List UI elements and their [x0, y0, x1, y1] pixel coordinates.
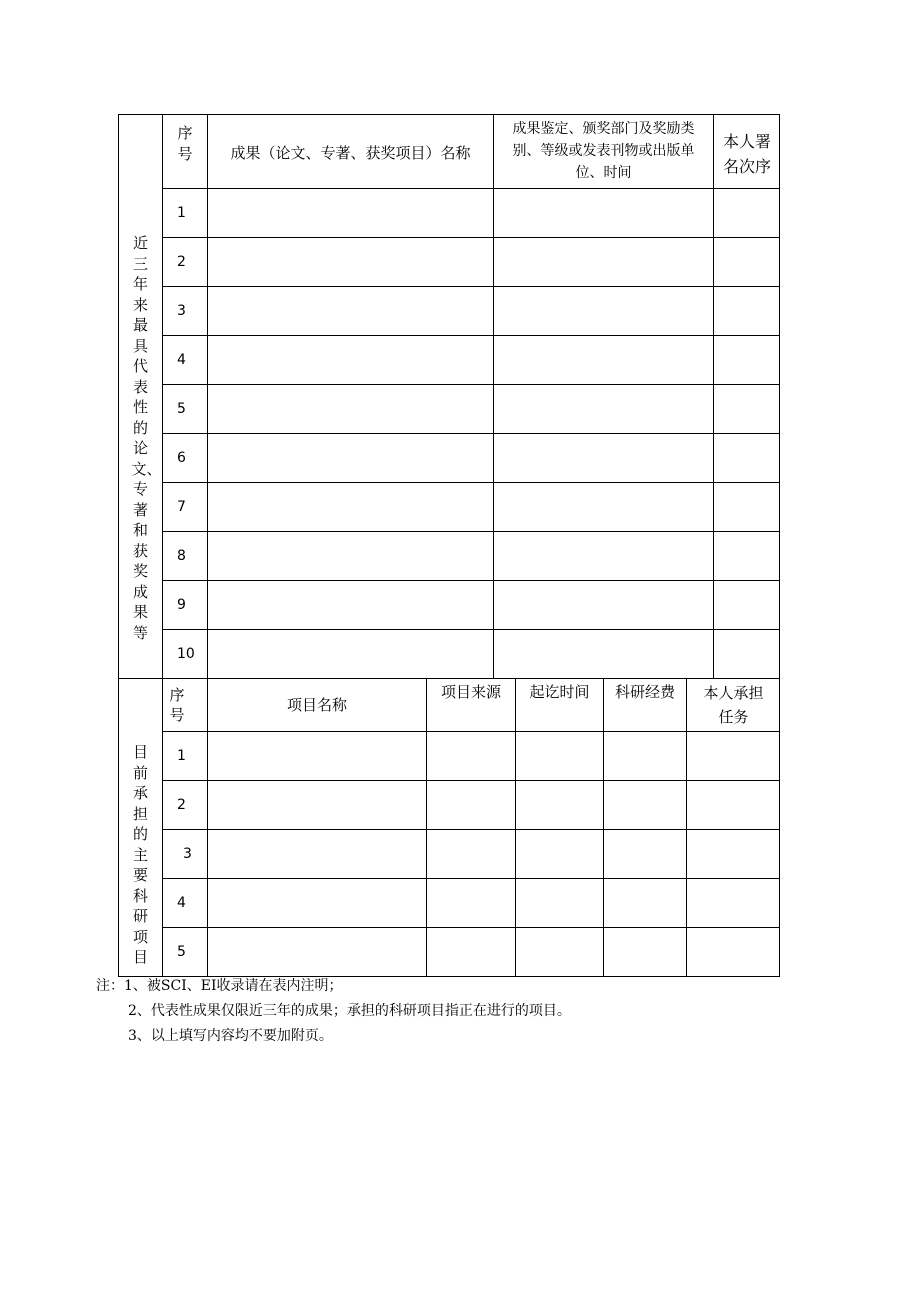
s1-dept-cell[interactable] — [493, 237, 713, 286]
s1-row-number: 5 — [162, 384, 207, 433]
s1-rank-cell[interactable] — [713, 629, 780, 678]
s1-row-number: 1 — [162, 188, 207, 237]
s2-header-no: 序号 — [162, 678, 207, 731]
s2-period-cell[interactable] — [515, 878, 603, 927]
s2-period-cell[interactable] — [515, 731, 603, 780]
s2-source-cell[interactable] — [426, 927, 515, 976]
s1-dept-cell[interactable] — [493, 286, 713, 335]
s2-row-number: 5 — [162, 927, 207, 976]
s2-source-cell[interactable] — [426, 829, 515, 878]
s1-name-cell[interactable] — [207, 580, 493, 629]
s1-header-rank: 本人署名次序 — [713, 114, 780, 188]
s1-dept-cell[interactable] — [493, 188, 713, 237]
s2-source-cell[interactable] — [426, 878, 515, 927]
s1-dept-cell[interactable] — [493, 384, 713, 433]
s1-header-dept: 成果鉴定、颁奖部门及奖励类别、等级或发表刊物或出版单位、时间 — [493, 114, 713, 188]
s1-rank-cell[interactable] — [713, 531, 780, 580]
s2-row-number: 2 — [162, 780, 207, 829]
section1-side-label-cell — [118, 114, 162, 678]
s2-name-cell[interactable] — [207, 878, 426, 927]
s2-source-cell[interactable] — [426, 780, 515, 829]
s1-name-cell[interactable] — [207, 384, 493, 433]
s2-funds-cell[interactable] — [603, 878, 686, 927]
s2-period-cell[interactable] — [515, 780, 603, 829]
section2-side-label-cell — [118, 678, 162, 977]
s2-source-cell[interactable] — [426, 731, 515, 780]
s2-name-cell[interactable] — [207, 780, 426, 829]
s1-name-cell[interactable] — [207, 237, 493, 286]
note-1: 注：1、被SCI、EI收录请在表内注明； — [96, 978, 343, 994]
s2-funds-cell[interactable] — [603, 927, 686, 976]
s2-header-task: 本人承担任务 — [686, 678, 780, 731]
s2-header-name: 项目名称 — [207, 678, 426, 731]
section1-side-label: 近三年来最具代表性的论文、专著和获奖成果等 — [131, 234, 162, 642]
s2-row-number: 3 — [162, 829, 207, 878]
s1-name-cell[interactable] — [207, 433, 493, 482]
s1-name-cell[interactable] — [207, 286, 493, 335]
s1-dept-cell[interactable] — [493, 629, 713, 678]
s2-task-cell[interactable] — [686, 780, 780, 829]
s1-header-no: 序号 — [162, 114, 207, 188]
s1-header-name: 成果（论文、专著、获奖项目）名称 — [207, 114, 493, 188]
s1-rank-cell[interactable] — [713, 286, 780, 335]
s1-row-number: 9 — [162, 580, 207, 629]
s1-name-cell[interactable] — [207, 629, 493, 678]
s1-dept-cell[interactable] — [493, 433, 713, 482]
s2-name-cell[interactable] — [207, 927, 426, 976]
s1-rank-cell[interactable] — [713, 580, 780, 629]
s2-task-cell[interactable] — [686, 731, 780, 780]
s1-rank-cell[interactable] — [713, 335, 780, 384]
s2-period-cell[interactable] — [515, 927, 603, 976]
s2-task-cell[interactable] — [686, 829, 780, 878]
s2-funds-cell[interactable] — [603, 780, 686, 829]
s2-row-number: 1 — [162, 731, 207, 780]
s2-header-funds: 科研经费 — [603, 678, 686, 731]
s1-rank-cell[interactable] — [713, 482, 780, 531]
s2-period-cell[interactable] — [515, 829, 603, 878]
s1-rank-cell[interactable] — [713, 384, 780, 433]
note-2: 2、代表性成果仅限近三年的成果；承担的科研项目指正在进行的项目。 — [128, 1003, 571, 1019]
s1-row-number: 6 — [162, 433, 207, 482]
s1-dept-cell[interactable] — [493, 580, 713, 629]
s2-header-source: 项目来源 — [426, 678, 515, 731]
s2-funds-cell[interactable] — [603, 731, 686, 780]
s2-row-number: 4 — [162, 878, 207, 927]
s1-rank-cell[interactable] — [713, 188, 780, 237]
s1-name-cell[interactable] — [207, 188, 493, 237]
s1-name-cell[interactable] — [207, 482, 493, 531]
s2-name-cell[interactable] — [207, 829, 426, 878]
s1-row-number: 2 — [162, 237, 207, 286]
s1-name-cell[interactable] — [207, 531, 493, 580]
s1-dept-cell[interactable] — [493, 482, 713, 531]
s1-row-number: 4 — [162, 335, 207, 384]
s2-task-cell[interactable] — [686, 878, 780, 927]
s1-rank-cell[interactable] — [713, 433, 780, 482]
s1-rank-cell[interactable] — [713, 237, 780, 286]
s2-task-cell[interactable] — [686, 927, 780, 976]
s1-row-number: 7 — [162, 482, 207, 531]
s1-name-cell[interactable] — [207, 335, 493, 384]
s1-dept-cell[interactable] — [493, 335, 713, 384]
s1-row-number: 8 — [162, 531, 207, 580]
s1-row-number: 10 — [162, 629, 207, 678]
s2-header-period: 起讫时间 — [515, 678, 603, 731]
s2-funds-cell[interactable] — [603, 829, 686, 878]
section2-side-label: 目前承担的主要科研项目 — [132, 743, 148, 966]
s2-name-cell[interactable] — [207, 731, 426, 780]
note-3: 3、以上填写内容均不要加附页。 — [128, 1028, 333, 1044]
s1-row-number: 3 — [162, 286, 207, 335]
s1-dept-cell[interactable] — [493, 531, 713, 580]
